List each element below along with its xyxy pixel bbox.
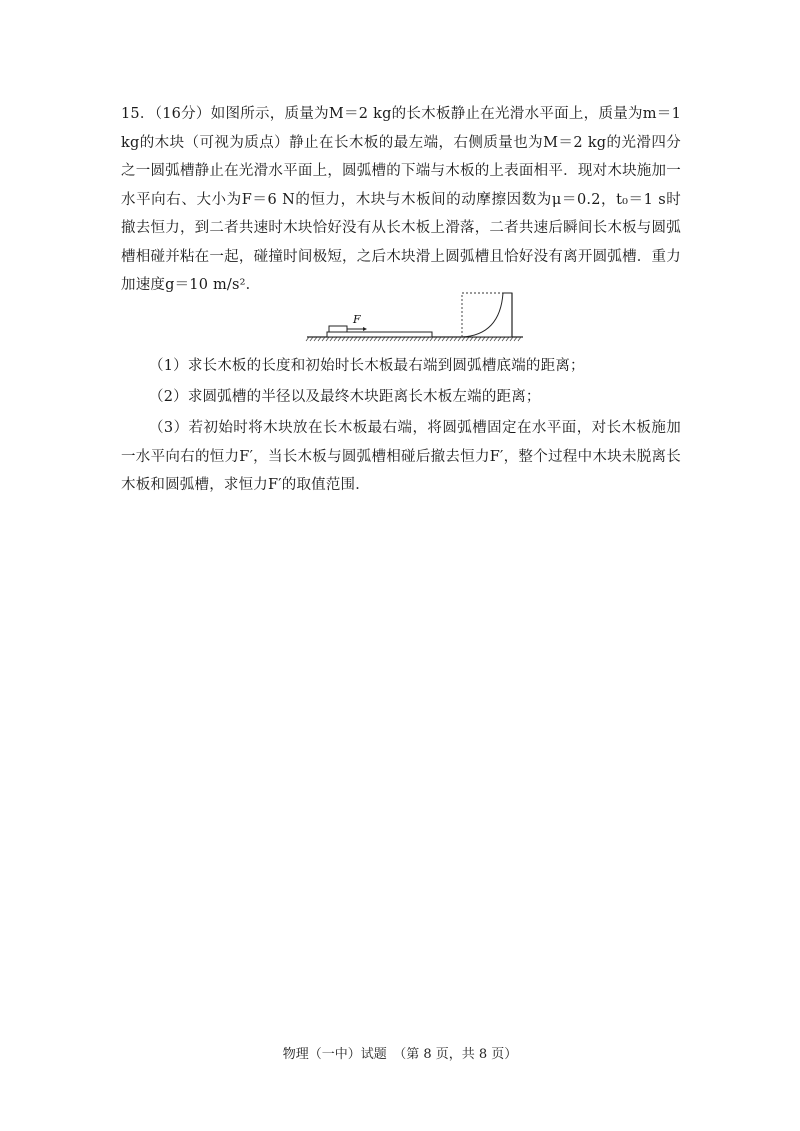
small-block [329, 326, 347, 332]
hatch-mark [442, 337, 445, 341]
hatch-mark [358, 337, 361, 341]
hatch-mark [354, 337, 357, 341]
hatch-mark [366, 337, 369, 341]
hatch-mark [470, 337, 473, 341]
hatch-mark [326, 337, 329, 341]
ground-hatching [306, 337, 521, 341]
sub-question-2: （2）求圆弧槽的半径以及最终木块距离长木板左端的距离； [149, 389, 541, 405]
hatch-mark [414, 337, 417, 341]
hatch-mark [378, 337, 381, 341]
sub-question-3: （3）若初始时将木块放在长木板最右端，将圆弧槽固定在水平面，对长木板施加一水平向右的恒力F′，当长木板与圆弧槽相碰后撤去恒力F′，整个过程中木块未脱离长木板和圆弧槽，求恒力F′的取值范围． [121, 420, 681, 493]
hatch-mark [386, 337, 389, 341]
hatch-mark [434, 337, 437, 341]
hatch-mark [466, 337, 469, 341]
force-label: F [353, 313, 361, 326]
page-footer: 物理（一中）试题 （第 8 页，共 8 页） [282, 1047, 518, 1062]
hatch-mark [458, 337, 461, 341]
hatch-mark [346, 337, 349, 341]
hatch-mark [334, 337, 337, 341]
hatch-mark [310, 337, 313, 341]
hatch-mark [438, 337, 441, 341]
hatch-mark [402, 337, 405, 341]
question-15-stem: 15．（16分）如图所示，质量为M＝2 kg的长木板静止在光滑水平面上，质量为m＝1 kg的木块（可视为质点）静止在长木板的最左端，右侧质量也为M＝2 kg的光滑四分之一圆弧槽静止在光滑水平面上，圆弧槽的下端与木板的上表面相平．现对木块施加一水平向右、大小为F＝6 N的恒力，木块与木板间的动摩擦因数为μ＝0.2，t₀＝1 s时撤去恒力，到二者共速时木块恰好没有从长木板上滑落，二者共速后瞬间长木板与圆弧槽相碰并粘在一起，碰撞时间极短，之后木块滑上圆弧槽且恰好没有离开圆弧槽．重力加速度g＝10 m/s²． [121, 106, 681, 293]
hatch-mark [390, 337, 393, 341]
hatch-mark [362, 337, 365, 341]
hatch-mark [350, 337, 353, 341]
hatch-mark [382, 337, 385, 341]
hatch-mark [494, 337, 497, 341]
hatch-mark [318, 337, 321, 341]
hatch-mark [306, 337, 309, 341]
mechanics-diagram [305, 290, 525, 346]
hatch-mark [490, 337, 493, 341]
hatch-mark [478, 337, 481, 341]
long-plank [327, 332, 432, 337]
hatch-mark [510, 337, 513, 341]
hatch-mark [474, 337, 477, 341]
hatch-mark [374, 337, 377, 341]
hatch-mark [518, 337, 521, 341]
hatch-mark [370, 337, 373, 341]
arc-groove-body [462, 293, 512, 337]
hatch-mark [506, 337, 509, 341]
hatch-mark [330, 337, 333, 341]
hatch-mark [462, 337, 465, 341]
hatch-mark [502, 337, 505, 341]
hatch-mark [418, 337, 421, 341]
hatch-mark [482, 337, 485, 341]
hatch-mark [514, 337, 517, 341]
hatch-mark [338, 337, 341, 341]
hatch-mark [430, 337, 433, 341]
hatch-mark [394, 337, 397, 341]
hatch-mark [426, 337, 429, 341]
hatch-mark [422, 337, 425, 341]
hatch-mark [450, 337, 453, 341]
hatch-mark [410, 337, 413, 341]
hatch-mark [342, 337, 345, 341]
hatch-mark [446, 337, 449, 341]
sub-question-1: （1）求长木板的长度和初始时长木板最右端到圆弧槽底端的距离； [149, 358, 585, 374]
hatch-mark [454, 337, 457, 341]
hatch-mark [322, 337, 325, 341]
hatch-mark [398, 337, 401, 341]
hatch-mark [498, 337, 501, 341]
force-arrow-head [363, 327, 367, 331]
hatch-mark [486, 337, 489, 341]
hatch-mark [406, 337, 409, 341]
hatch-mark [314, 337, 317, 341]
